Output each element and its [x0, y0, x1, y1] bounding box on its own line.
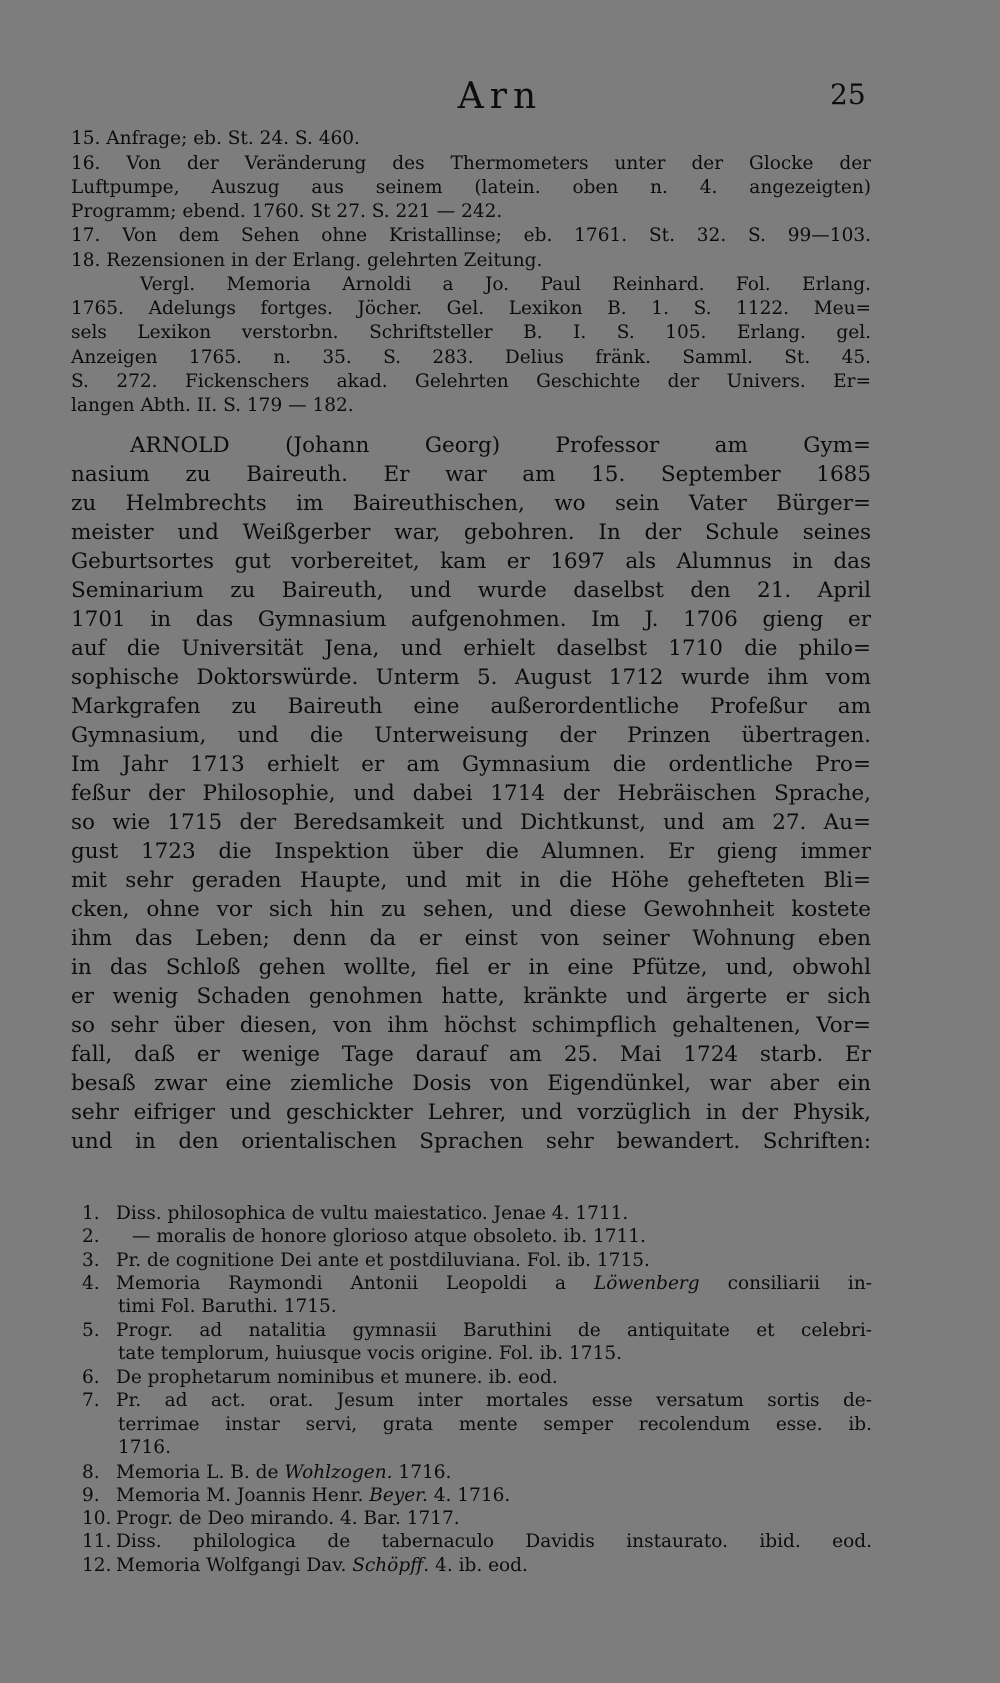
item-number: 3.: [82, 1250, 100, 1271]
item-number: 8.: [82, 1462, 100, 1483]
text-line: gust 1723 die Inspektion über die Alumnen. Er gieng immer: [71, 839, 871, 864]
text-line: Markgrafen zu Baireuth eine außerordentliche Profeßur am: [71, 694, 871, 719]
item-continuation: tate templorum, huiusque vocis origine. Fol. ib. 1715.: [118, 1343, 622, 1364]
text-line: Anzeigen 1765. n. 35. S. 283. Delius fränk. Samml. St. 45.: [71, 347, 871, 368]
person-name: Löwenberg: [594, 1273, 700, 1294]
text-line: zu Helmbrechts im Baireuthischen, wo sein Vater Bürger=: [71, 491, 871, 516]
item-text: Memoria M. Joannis Henr.: [116, 1485, 364, 1506]
writing-item: [82, 1226, 872, 1248]
text-line: 18. Rezensionen in der Erlang. gelehrten Zeitung.: [71, 250, 543, 271]
text-line: 17. Von dem Sehen ohne Kristallinse; eb. 1761. St. 32. S. 99—103.: [71, 225, 871, 246]
writing-item: [82, 1203, 872, 1225]
item-number: 7.: [82, 1390, 100, 1411]
text-line: sophische Doktorswürde. Unterm 5. August 1712 wurde ihm vom: [71, 665, 871, 690]
item-text: Progr. ad natalitia gymnasii Baruthini de antiquitate et celebri-: [116, 1320, 872, 1341]
text-line: mit sehr geraden Haupte, und mit in die Höhe gehefteten Bli=: [71, 868, 871, 893]
writing-item: [82, 1273, 872, 1295]
item-text: Diss. philologica de tabernaculo Davidis instaurato. ibid. eod.: [116, 1531, 872, 1552]
item-number: 1.: [82, 1203, 100, 1224]
text-line: auf die Universität Jena, und erhielt daselbst 1710 die philo=: [71, 636, 871, 661]
item-continuation: 1716.: [118, 1437, 171, 1458]
person-name: Beyer.: [369, 1485, 428, 1506]
writing-item: [82, 1367, 872, 1389]
item-text: 4. ib. eod.: [435, 1555, 528, 1576]
item-number: 6.: [82, 1367, 100, 1388]
item-continuation: timi Fol. Baruthi. 1715.: [118, 1296, 337, 1317]
item-text: 4. 1716.: [433, 1485, 511, 1506]
item-number: 5.: [82, 1320, 100, 1341]
text-line: Im Jahr 1713 erhielt er am Gymnasium die ordentliche Pro=: [71, 752, 871, 777]
item-number: 2.: [82, 1226, 100, 1247]
item-text: Memoria Wolfgangi Dav.: [116, 1555, 347, 1576]
item-text: — moralis de honore glorioso atque obsoleto. ib. 1711.: [132, 1226, 646, 1247]
text-line: so wie 1715 der Beredsamkeit und Dichtkunst, und am 27. Au=: [71, 810, 871, 835]
text-line: sels Lexikon verstorbn. Schriftsteller B. I. S. 105. Erlang. gel.: [71, 322, 871, 343]
item-text: consiliarii in-: [727, 1273, 872, 1294]
item-text: Pr. de cognitione Dei ante et postdiluviana. Fol. ib. 1715.: [116, 1250, 650, 1271]
text-line: und in den orientalischen Sprachen sehr bewandert. Schriften:: [71, 1129, 871, 1154]
item-number: 4.: [82, 1273, 100, 1294]
writing-item: [82, 1250, 872, 1272]
item-number: 10.: [82, 1508, 112, 1529]
text-line: 1765. Adelungs fortges. Jöcher. Gel. Lexikon B. 1. S. 1122. Meu=: [71, 298, 871, 319]
text-line: Geburtsortes gut vorbereitet, kam er 1697 als Alumnus in das: [71, 549, 871, 574]
text-line: Luftpumpe, Auszug aus seinem (latein. oben n. 4. angezeigten): [71, 177, 871, 198]
item-number: 12.: [82, 1555, 112, 1576]
page-number: 25: [830, 78, 866, 111]
item-number: 9.: [82, 1485, 100, 1506]
person-name: Schöpff.: [352, 1555, 430, 1576]
entry-heading-line: ARNOLD (Johann Georg) Professor am Gym=: [130, 433, 871, 458]
text-line: fall, daß er wenige Tage darauf am 25. Mai 1724 starb. Er: [71, 1042, 871, 1067]
item-text: Pr. ad act. orat. Jesum inter mortales esse versatum sortis de-: [116, 1390, 872, 1411]
writing-item: [82, 1531, 872, 1553]
text-line: langen Abth. II. S. 179 — 182.: [71, 395, 354, 416]
text-line: besaß zwar eine ziemliche Dosis von Eigendünkel, war aber ein: [71, 1071, 871, 1096]
item-continuation: terrimae instar servi, grata mente semper recolendum esse. ib.: [118, 1414, 872, 1435]
item-text: De prophetarum nominibus et munere. ib. eod.: [116, 1367, 558, 1388]
running-head: Arn: [457, 76, 543, 117]
text-line: feßur der Philosophie, und dabei 1714 der Hebräischen Sprache,: [71, 781, 871, 806]
text-line: Vergl. Memoria Arnoldi a Jo. Paul Reinhard. Fol. Erlang.: [140, 274, 871, 295]
text-line: in das Schloß gehen wollte, fiel er in eine Pfütze, und, obwohl: [71, 955, 871, 980]
text-line: 16. Von der Veränderung des Thermometers unter der Glocke der: [71, 153, 871, 174]
text-line: er wenig Schaden genohmen hatte, kränkte und ärgerte er sich: [71, 984, 871, 1009]
text-line: so sehr über diesen, von ihm höchst schimpflich gehaltenen, Vor=: [71, 1013, 871, 1038]
text-line: Programm; ebend. 1760. St 27. S. 221 — 242.: [71, 201, 503, 222]
item-text: Progr. de Deo mirando. 4. Bar. 1717.: [116, 1508, 460, 1529]
writing-item: [82, 1390, 872, 1412]
item-text: Memoria L. B. de: [116, 1462, 279, 1483]
text-line: Gymnasium, und die Unterweisung der Prinzen übertragen.: [71, 723, 871, 748]
item-text: Diss. philosophica de vultu maiestatico. Jenae 4. 1711.: [116, 1203, 629, 1224]
person-name: Wohlzogen.: [284, 1462, 393, 1483]
text-line: sehr eifriger und geschickter Lehrer, und vorzüglich in der Physik,: [71, 1100, 871, 1125]
text-line: meister und Weißgerber war, gebohren. In der Schule seines: [71, 520, 871, 545]
item-text: 1716.: [398, 1462, 452, 1483]
writing-item: [82, 1555, 872, 1577]
item-number: 11.: [82, 1531, 112, 1552]
text-line: 1701 in das Gymnasium aufgenohmen. Im J. 1706 gieng er: [71, 607, 871, 632]
text-line: 15. Anfrage; eb. St. 24. S. 460.: [71, 128, 360, 149]
writing-item: [82, 1485, 872, 1507]
text-line: S. 272. Fickenschers akad. Gelehrten Geschichte der Univers. Er=: [71, 371, 871, 392]
text-line: ihm das Leben; denn da er einst von seiner Wohnung eben: [71, 926, 871, 951]
item-text: Memoria Raymondi Antonii Leopoldi a: [116, 1273, 567, 1294]
writing-item: [82, 1462, 872, 1484]
text-line: Seminarium zu Baireuth, und wurde daselbst den 21. April: [71, 578, 871, 603]
text-line: cken, ohne vor sich hin zu sehen, und diese Gewohnheit kostete: [71, 897, 871, 922]
writing-item: [82, 1320, 872, 1342]
writing-item: [82, 1508, 872, 1530]
text-line: nasium zu Baireuth. Er war am 15. September 1685: [71, 462, 871, 487]
